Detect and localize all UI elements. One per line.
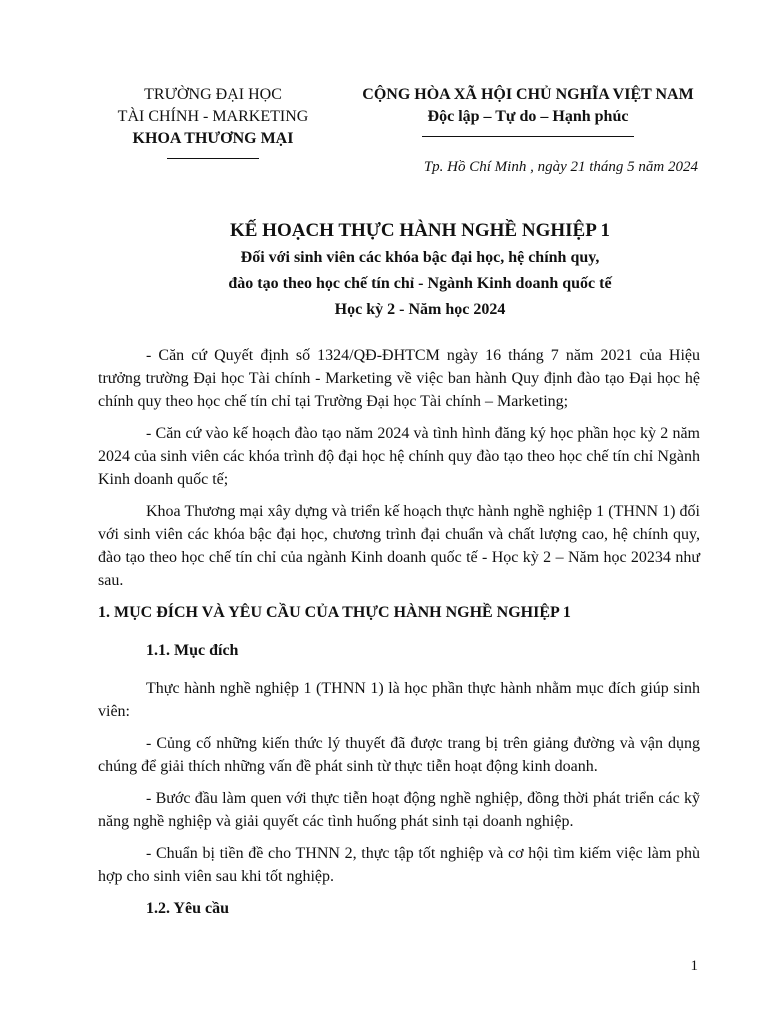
header-national-motto — [352, 84, 704, 137]
header-right-underline — [422, 136, 634, 137]
paragraph-intro: Khoa Thương mại xây dựng và triển kế hoạch thực hành nghề nghiệp 1 (THNN 1) đối với sinh viên các khóa bậc đại học, chương trình đại chuẩn và chất lượng cao, hệ chính quy, đào tạo theo học chế tín chỉ của ngành Kinh doanh quốc tế - Học kỳ 2 – Năm học 20234 như sau. — [98, 503, 700, 589]
country-name: CỘNG HÒA XÃ HỘI CHỦ NGHĨA VIỆT NAM — [362, 86, 694, 103]
section-heading-1: 1. MỤC ĐÍCH VÀ YÊU CẦU CỦA THỰC HÀNH NGHỀ NGHIỆP 1 — [98, 604, 571, 621]
motto: Độc lập – Tự do – Hạnh phúc — [427, 108, 629, 125]
paragraph-legal-basis-2: - Căn cứ vào kế hoạch đào tạo năm 2024 và tình hình đăng ký học phần học kỳ 2 năm 2024 của sinh viên các khóa trình độ đại học hệ chính quy đào tạo theo học chế tín chỉ Ngành Kinh doanh quốc tế; — [98, 425, 700, 488]
title-block — [70, 217, 768, 323]
paragraph-legal-basis-1: - Căn cứ Quyết định số 1324/QĐ-ĐHTCM ngày 16 tháng 7 năm 2021 của Hiệu trưởng trường Đại học Tài chính - Marketing về việc ban hành Quy định đào tạo Đại học hệ chính quy theo học chế tín chỉ tại Trường Đại học Tài chính – Marketing; — [98, 347, 700, 410]
paragraph-purpose-item-2: - Bước đầu làm quen với thực tiễn hoạt động nghề nghiệp, đồng thời phát triển các kỹ năng nghề nghiệp và giải quyết các tình huống phát sinh tại doanh nghiệp. — [98, 790, 700, 830]
paragraph-purpose: Thực hành nghề nghiệp 1 (THNN 1) là học phần thực hành nhằm mục đích giúp sinh viên: — [98, 680, 700, 720]
document-date: Tp. Hồ Chí Minh , ngày 21 tháng 5 năm 2024 — [423, 159, 698, 175]
page-number: 1 — [690, 958, 698, 974]
document-title: KẾ HOẠCH THỰC HÀNH NGHỀ NGHIỆP 1 — [229, 220, 611, 241]
section-heading-1-2: 1.2. Yêu cầu — [146, 900, 229, 917]
paragraph-purpose-item-1: - Củng cố những kiến thức lý thuyết đã được trang bị trên giảng đường và vận dụng chúng để giải thích những vấn đề phát sinh từ thực tiễn hoạt động kinh doanh. — [98, 735, 700, 775]
university-name-line1: TRƯỜNG ĐẠI HỌC — [144, 86, 282, 103]
section-heading-1-1: 1.1. Mục đích — [146, 642, 239, 659]
document-body — [98, 344, 700, 935]
document-subtitle-1: Đối với sinh viên các khóa bậc đại học, hệ chính quy, — [240, 249, 600, 266]
university-name-line2: TÀI CHÍNH - MARKETING — [117, 108, 309, 125]
document-subtitle-3: Học kỳ 2 - Năm học 2024 — [334, 301, 506, 318]
header-institution — [100, 84, 326, 159]
faculty-name: KHOA THƯƠNG MẠI — [132, 130, 294, 147]
document-subtitle-2: đào tạo theo học chế tín chỉ - Ngành Kinh doanh quốc tế — [228, 275, 612, 292]
header-left-underline — [167, 158, 259, 159]
paragraph-purpose-item-3: - Chuẩn bị tiền đề cho THNN 2, thực tập tốt nghiệp và cơ hội tìm kiếm việc làm phù hợp cho sinh viên sau khi tốt nghiệp. — [98, 845, 700, 885]
